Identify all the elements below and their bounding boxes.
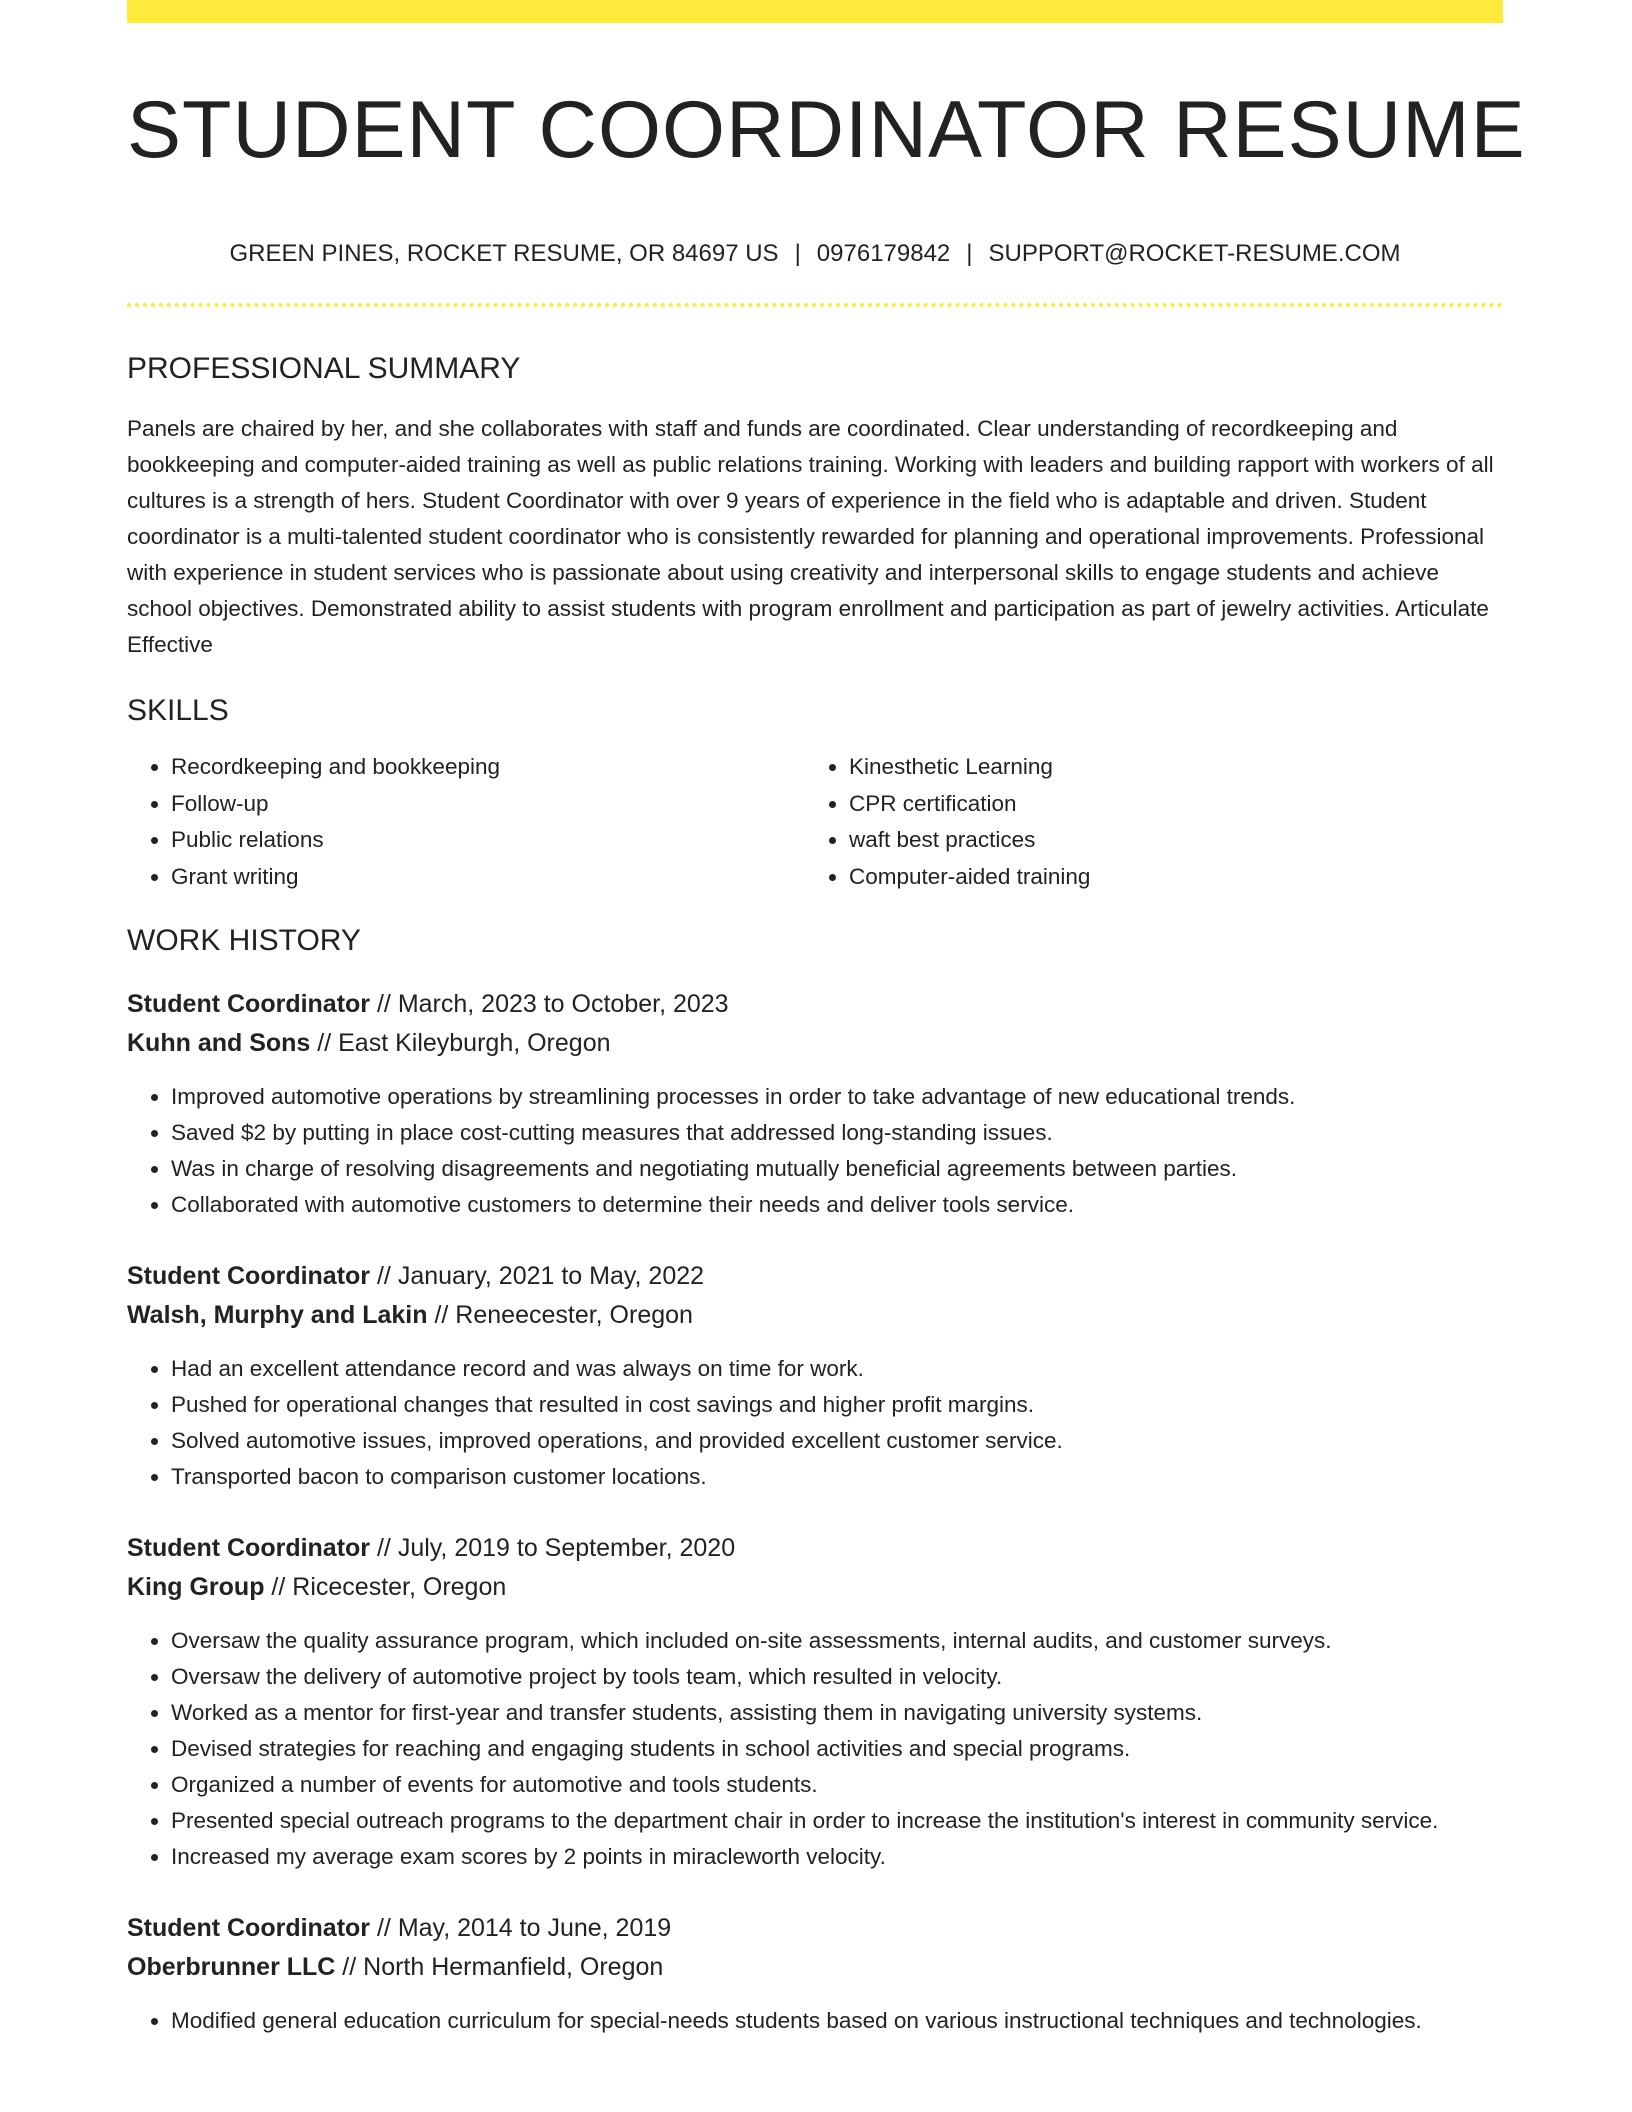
job-company: Oberbrunner LLC (127, 1953, 336, 1981)
skill-item: • Recordkeeping and bookkeeping (171, 749, 805, 786)
job-bullet: • Organized a number of events for automotive and tools students. (171, 1767, 1503, 1803)
contact-email: SUPPORT@ROCKET-RESUME.COM (988, 240, 1401, 267)
job-separator: // (310, 1029, 339, 1057)
top-accent-bar (127, 0, 1503, 23)
resume-page (127, 0, 1526, 2039)
job-location: Ricecester, Oregon (292, 1573, 507, 1601)
job-bullets (127, 1623, 1503, 1875)
job-separator: // (370, 990, 398, 1018)
summary-text: Panels are chaired by her, and she collaborates with staff and funds are coordinated. Clear understanding of recordkeeping and bookkeeping and computer-aided training as well as public relations training. Working with leaders and building rapport with workers of all cultures is a strength of hers. Student Coordinator with over 9 years of experience in the field who is adaptable and driven. Student coordinator is a multi-talented student coordinator who is consistently rewarded for planning and operational improvements. Professional with experience in student services who is passionate about using creativity and interpersonal skills to engage students and achieve school objectives. Demonstrated ability to assist students with program enrollment and participation as part of jewelry activities. Articulate Effective (127, 416, 1494, 657)
resume-title: STUDENT COORDINATOR RESUME (127, 85, 1526, 175)
job-company: Walsh, Murphy and Lakin (127, 1301, 428, 1329)
job-separator: // (335, 1953, 364, 1981)
contact-separator: | (794, 240, 801, 267)
skills-list-right (805, 749, 1483, 895)
job-bullet: • Transported bacon to comparison customer locations. (171, 1459, 1503, 1495)
skill-item: • Grant writing (171, 859, 805, 896)
work-history-heading: WORK HISTORY (127, 924, 361, 957)
job-role-line (127, 1529, 1503, 1568)
job-bullet: • Saved $2 by putting in place cost-cutting measures that addressed long-standing issues. (171, 1115, 1503, 1151)
job-bullet: • Devised strategies for reaching and engaging students in school activities and special programs. (171, 1731, 1503, 1767)
contact-separator: | (966, 240, 973, 267)
job-role: Student Coordinator (127, 1914, 371, 1942)
job-separator: // (427, 1301, 456, 1329)
skill-item: • waft best practices (849, 822, 1483, 859)
job-bullet: • Pushed for operational changes that resulted in cost savings and higher profit margins. (171, 1387, 1503, 1423)
job-bullet: • Was in charge of resolving disagreements and negotiating mutually beneficial agreements between parties. (171, 1151, 1503, 1187)
job-dates: May, 2014 to June, 2019 (397, 1914, 672, 1942)
skill-item: • Kinesthetic Learning (849, 749, 1483, 786)
job-dates: January, 2021 to May, 2022 (397, 1262, 705, 1290)
job-bullets (127, 1351, 1503, 1495)
job-bullet: • Collaborated with automotive customers to determine their needs and deliver tools service. (171, 1187, 1503, 1223)
job-bullet: • Solved automotive issues, improved operations, and provided excellent customer service. (171, 1423, 1503, 1459)
job-bullet: • Increased my average exam scores by 2 points in miracleworth velocity. (171, 1839, 1503, 1875)
job-role-line (127, 1257, 1503, 1296)
skill-item: • Computer-aided training (849, 859, 1483, 896)
job-entry (127, 985, 1503, 1223)
job-company-line (127, 1296, 1503, 1335)
job-entry (127, 1257, 1503, 1495)
job-separator: // (370, 1914, 398, 1942)
job-bullet: • Worked as a mentor for first-year and transfer students, assisting them in navigating university systems. (171, 1695, 1503, 1731)
job-bullet: • Oversaw the quality assurance program, which included on-site assessments, internal audits, and customer surveys. (171, 1623, 1503, 1659)
job-location: East Kileyburgh, Oregon (338, 1029, 611, 1057)
contact-line (127, 239, 1503, 269)
skills-grid (127, 749, 1503, 895)
job-company-line (127, 1948, 1503, 1987)
job-company: King Group (127, 1573, 265, 1601)
job-bullets (127, 2003, 1503, 2039)
job-dates: July, 2019 to September, 2020 (397, 1534, 736, 1562)
job-separator: // (370, 1534, 398, 1562)
job-separator: // (370, 1262, 398, 1290)
job-location: North Hermanfield, Oregon (363, 1953, 664, 1981)
dotted-divider (127, 303, 1503, 307)
contact-phone: 0976179842 (816, 240, 951, 267)
skill-item: • Follow-up (171, 786, 805, 823)
skill-item: • Public relations (171, 822, 805, 859)
job-role: Student Coordinator (127, 1262, 371, 1290)
job-bullet: • Modified general education curriculum for special-needs students based on various instructional techniques and technologies. (171, 2003, 1503, 2039)
job-role-line (127, 1909, 1503, 1948)
job-role: Student Coordinator (127, 1534, 371, 1562)
job-separator: // (264, 1573, 293, 1601)
job-bullet: • Had an excellent attendance record and was always on time for work. (171, 1351, 1503, 1387)
job-role: Student Coordinator (127, 990, 371, 1018)
skill-item: • CPR certification (849, 786, 1483, 823)
contact-address: GREEN PINES, ROCKET RESUME, OR 84697 US (229, 240, 779, 267)
job-bullets (127, 1079, 1503, 1223)
job-role-line (127, 985, 1503, 1024)
job-bullet: • Presented special outreach programs to the department chair in order to increase the institution's interest in community service. (171, 1803, 1503, 1839)
summary-heading: PROFESSIONAL SUMMARY (127, 352, 521, 385)
job-company-line (127, 1568, 1503, 1607)
skills-list-left (127, 749, 805, 895)
job-dates: March, 2023 to October, 2023 (397, 990, 729, 1018)
job-location: Reneecester, Oregon (455, 1301, 693, 1329)
job-entry (127, 1529, 1503, 1875)
job-bullet: • Improved automotive operations by streamlining processes in order to take advantage of new educational trends. (171, 1079, 1503, 1115)
job-company-line (127, 1024, 1503, 1063)
job-bullet: • Oversaw the delivery of automotive project by tools team, which resulted in velocity. (171, 1659, 1503, 1695)
skills-heading: SKILLS (127, 694, 229, 727)
job-company: Kuhn and Sons (127, 1029, 311, 1057)
job-entry (127, 1909, 1503, 2039)
